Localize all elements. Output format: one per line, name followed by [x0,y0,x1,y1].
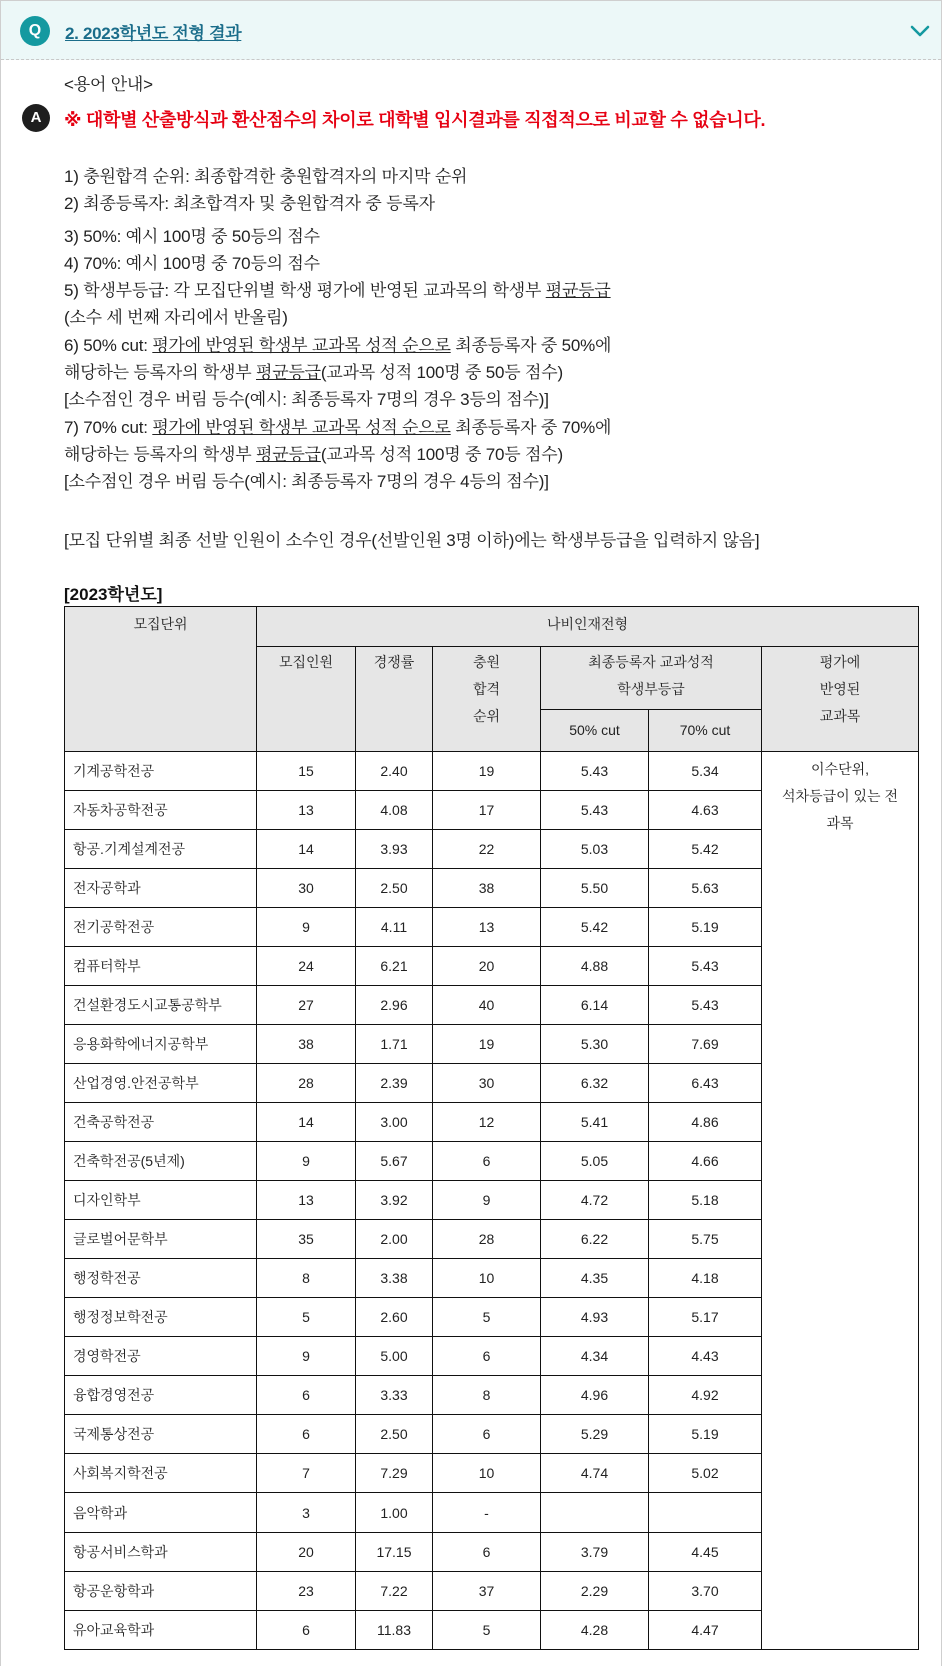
cell-quota: 5 [257,1298,356,1337]
term-7-text: 7) 70% cut: [64,418,153,437]
cell-ratio: 2.39 [356,1064,433,1103]
cell-cut50: 5.42 [541,908,649,947]
header-subjects-line3: 교과목 [819,708,861,724]
cell-rank: 9 [433,1181,541,1220]
warning-notice: ※ 대학별 산출방식과 환산점수의 차이로 대학별 입시결과를 직접적으로 비교할 수 없습니다. [64,110,766,130]
cell-cut50: 4.96 [541,1376,649,1415]
term-7b-text: 해당하는 등록자의 학생부 [64,445,257,464]
term-7 [64,413,611,438]
cell-rank: 6 [433,1533,541,1572]
subjects-line-1: 이수단위, [811,761,870,777]
cell-cut70: 4.47 [649,1611,762,1650]
cell-unit: 유아교육학과 [65,1611,257,1650]
cell-cut50: 5.29 [541,1415,649,1454]
selection-note: [모집 단위별 최종 선발 인원이 소수인 경우(선발인원 3명 이하)에는 학생부등급을 입력하지 않음] [64,531,760,550]
term-7b-underline: 평균등급 [256,445,321,464]
cell-quota: 6 [257,1415,356,1454]
cell-ratio: 7.22 [356,1572,433,1611]
term-5-text: 5) 학생부등급: 각 모집단위별 학생 평가에 반영된 교과목의 학생부 [64,281,546,300]
cell-unit: 전기공학전공 [65,908,257,947]
cell-cut70: 4.66 [649,1142,762,1181]
cell-quota: 13 [257,1181,356,1220]
cell-cut70: 3.70 [649,1572,762,1611]
cell-rank: 10 [433,1454,541,1493]
cell-rank: 22 [433,830,541,869]
cell-cut50: 4.35 [541,1259,649,1298]
term-6-text: 6) 50% cut: [64,336,153,355]
cell-quota: 9 [257,1337,356,1376]
header-ratio: 경쟁률 [356,647,433,752]
cell-rank: 40 [433,986,541,1025]
cell-unit: 항공서비스학과 [65,1533,257,1572]
cell-unit: 산업경영.안전공학부 [65,1064,257,1103]
cell-ratio: 2.96 [356,986,433,1025]
cell-cut50: 3.79 [541,1533,649,1572]
cell-rank: 20 [433,947,541,986]
cell-cut70: 4.63 [649,791,762,830]
cell-cut70: 5.02 [649,1454,762,1493]
cell-cut50: 4.74 [541,1454,649,1493]
cell-unit: 행정정보학전공 [65,1298,257,1337]
cell-ratio: 4.11 [356,908,433,947]
cell-cut70: 7.69 [649,1025,762,1064]
cell-rank: 38 [433,869,541,908]
cell-quota: 14 [257,1103,356,1142]
cell-ratio: 5.00 [356,1337,433,1376]
header-grade-line2: 학생부등급 [617,681,685,697]
cell-cut50: 6.22 [541,1220,649,1259]
cell-ratio: 17.15 [356,1533,433,1572]
header-subjects-line2: 반영된 [819,681,861,697]
cell-quota: 6 [257,1376,356,1415]
cell-unit: 국제통상전공 [65,1415,257,1454]
cell-ratio: 3.38 [356,1259,433,1298]
cell-quota: 6 [257,1611,356,1650]
cell-cut70: 5.18 [649,1181,762,1220]
cell-ratio: 2.00 [356,1220,433,1259]
cell-rank: 37 [433,1572,541,1611]
cell-cut50: 4.93 [541,1298,649,1337]
cell-cut50: 2.29 [541,1572,649,1611]
header-rank [433,647,541,752]
cell-rank: 8 [433,1376,541,1415]
cell-rank: 28 [433,1220,541,1259]
cell-cut50: 5.50 [541,869,649,908]
term-1: 1) 충원합격 순위: 최종합격한 충원합격자의 마지막 순위 [64,167,468,186]
cell-cut70: 5.17 [649,1298,762,1337]
cell-cut50: 4.72 [541,1181,649,1220]
a-badge: A [22,104,50,132]
cell-unit: 건축학전공(5년제) [65,1142,257,1181]
cell-ratio: 1.00 [356,1493,433,1533]
header-track: 나비인재전형 [257,607,919,647]
cell-ratio: 3.00 [356,1103,433,1142]
cell-quota: 14 [257,830,356,869]
cell-rank: 6 [433,1337,541,1376]
cell-unit: 융합경영전공 [65,1376,257,1415]
cell-cut50: 5.05 [541,1142,649,1181]
cell-rank: 12 [433,1103,541,1142]
cell-rank: 6 [433,1415,541,1454]
cell-cut70: 4.92 [649,1376,762,1415]
cell-quota: 13 [257,791,356,830]
header-subjects [762,647,919,752]
cell-quota: 7 [257,1454,356,1493]
faq-question-header[interactable] [1,1,941,60]
header-rank-line2: 합격 [472,681,501,697]
cell-rank: 19 [433,1025,541,1064]
cell-cut50: 6.32 [541,1064,649,1103]
cell-unit: 디자인학부 [65,1181,257,1220]
cell-rank: - [433,1493,541,1533]
cell-ratio: 2.50 [356,1415,433,1454]
term-7b-text-end: (교과목 성적 100명 중 70등 점수) [320,445,563,464]
cell-cut70: 4.45 [649,1533,762,1572]
cell-unit: 행정학전공 [65,1259,257,1298]
cell-ratio: 4.08 [356,791,433,830]
cell-rank: 17 [433,791,541,830]
term-6-line2 [64,358,563,383]
cell-ratio: 3.33 [356,1376,433,1415]
cell-rank: 6 [433,1142,541,1181]
term-6 [64,331,611,356]
cell-quota: 3 [257,1493,356,1533]
term-5-underline: 평균등급 [545,281,611,300]
cell-unit: 음악학과 [65,1493,257,1533]
cell-rank: 30 [433,1064,541,1103]
q-badge: Q [20,16,50,46]
cell-unit: 글로벌어문학부 [65,1220,257,1259]
cell-cut70: 5.19 [649,1415,762,1454]
cell-unit: 항공운항학과 [65,1572,257,1611]
term-5-note: (소수 세 번째 자리에서 반올림) [64,308,288,327]
cell-unit: 건축공학전공 [65,1103,257,1142]
cell-cut50: 5.43 [541,791,649,830]
cell-rank: 5 [433,1298,541,1337]
admission-results-table [64,606,919,1650]
term-6b-text: 해당하는 등록자의 학생부 [64,363,257,382]
cell-cut50 [541,1493,649,1533]
cell-unit: 경영학전공 [65,1337,257,1376]
cell-quota: 20 [257,1533,356,1572]
header-cut70: 70% cut [649,710,762,752]
cell-unit: 사회복지학전공 [65,1454,257,1493]
cell-cut50: 6.14 [541,986,649,1025]
cell-cut70: 4.43 [649,1337,762,1376]
cell-subjects [762,752,919,1650]
term-6b-text-end: (교과목 성적 100명 중 50등 점수) [320,363,563,382]
cell-ratio: 1.71 [356,1025,433,1064]
cell-unit: 항공.기계설계전공 [65,830,257,869]
cell-rank: 19 [433,752,541,791]
term-7-text-end: 최종등록자 중 70%에 [450,418,612,437]
cell-ratio: 2.60 [356,1298,433,1337]
cell-quota: 23 [257,1572,356,1611]
cell-quota: 24 [257,947,356,986]
cell-ratio: 7.29 [356,1454,433,1493]
header-quota: 모집인원 [257,647,356,752]
cell-cut70: 4.18 [649,1259,762,1298]
cell-unit: 기계공학전공 [65,752,257,791]
header-unit: 모집단위 [65,607,257,752]
term-4: 4) 70%: 예시 100명 중 70등의 점수 [64,254,320,273]
cell-cut70: 4.86 [649,1103,762,1142]
cell-cut70: 5.43 [649,986,762,1025]
table-row [65,752,919,791]
cell-quota: 9 [257,1142,356,1181]
cell-ratio: 5.67 [356,1142,433,1181]
cell-rank: 10 [433,1259,541,1298]
term-6b-underline: 평균등급 [256,363,321,382]
cell-ratio: 11.83 [356,1611,433,1650]
question-title-link[interactable]: 2. 2023학년도 전형 결과 [65,24,242,43]
cell-quota: 28 [257,1064,356,1103]
cell-cut50: 4.34 [541,1337,649,1376]
cell-cut70: 5.63 [649,869,762,908]
header-grade [541,647,762,710]
cell-unit: 전자공학과 [65,869,257,908]
cell-ratio: 3.93 [356,830,433,869]
term-6-line3: [소수점인 경우 버림 등수(예시: 최종등록자 7명의 경우 3등의 점수)] [64,390,549,409]
cell-cut50: 4.28 [541,1611,649,1650]
cell-ratio: 2.40 [356,752,433,791]
term-6-text-end: 최종등록자 중 50%에 [450,336,612,355]
cell-rank: 13 [433,908,541,947]
cell-cut50: 5.43 [541,752,649,791]
header-rank-line3: 순위 [472,708,501,724]
term-7-line3: [소수점인 경우 버림 등수(예시: 최종등록자 7명의 경우 4등의 점수)] [64,472,549,491]
table-title: [2023학년도] [64,585,163,604]
cell-cut50: 5.41 [541,1103,649,1142]
chevron-down-icon[interactable] [909,23,931,39]
cell-quota: 8 [257,1259,356,1298]
header-rank-line1: 충원 [472,654,501,670]
cell-cut70: 5.75 [649,1220,762,1259]
cell-ratio: 3.92 [356,1181,433,1220]
cell-unit: 자동차공학전공 [65,791,257,830]
cell-quota: 38 [257,1025,356,1064]
cell-cut70: 5.42 [649,830,762,869]
term-3: 3) 50%: 예시 100명 중 50등의 점수 [64,227,320,246]
cell-cut50: 4.88 [541,947,649,986]
cell-quota: 30 [257,869,356,908]
cell-cut70: 5.43 [649,947,762,986]
cell-cut70 [649,1493,762,1533]
cell-cut50: 5.03 [541,830,649,869]
cell-cut50: 5.30 [541,1025,649,1064]
terms-intro: <용어 안내> [64,75,153,94]
header-cut50: 50% cut [541,710,649,752]
cell-unit: 응용화학에너지공학부 [65,1025,257,1064]
cell-quota: 35 [257,1220,356,1259]
cell-ratio: 2.50 [356,869,433,908]
subjects-line-3: 과목 [826,815,854,831]
cell-cut70: 6.43 [649,1064,762,1103]
cell-cut70: 5.34 [649,752,762,791]
header-subjects-line1: 평가에 [819,654,861,670]
term-2: 2) 최종등록자: 최초합격자 및 충원합격자 중 등록자 [64,194,435,213]
cell-ratio: 6.21 [356,947,433,986]
term-7-line2 [64,440,563,465]
cell-quota: 15 [257,752,356,791]
term-7-underline: 평가에 반영된 학생부 교과목 성적 순으로 [152,418,451,437]
term-6-underline: 평가에 반영된 학생부 교과목 성적 순으로 [152,336,451,355]
cell-cut70: 5.19 [649,908,762,947]
cell-quota: 9 [257,908,356,947]
cell-quota: 27 [257,986,356,1025]
term-5 [64,276,611,301]
cell-unit: 컴퓨터학부 [65,947,257,986]
header-grade-line1: 최종등록자 교과성적 [588,654,714,670]
cell-unit: 건설환경도시교통공학부 [65,986,257,1025]
subjects-line-2: 석차등급이 있는 전 [782,788,898,804]
cell-rank: 5 [433,1611,541,1650]
